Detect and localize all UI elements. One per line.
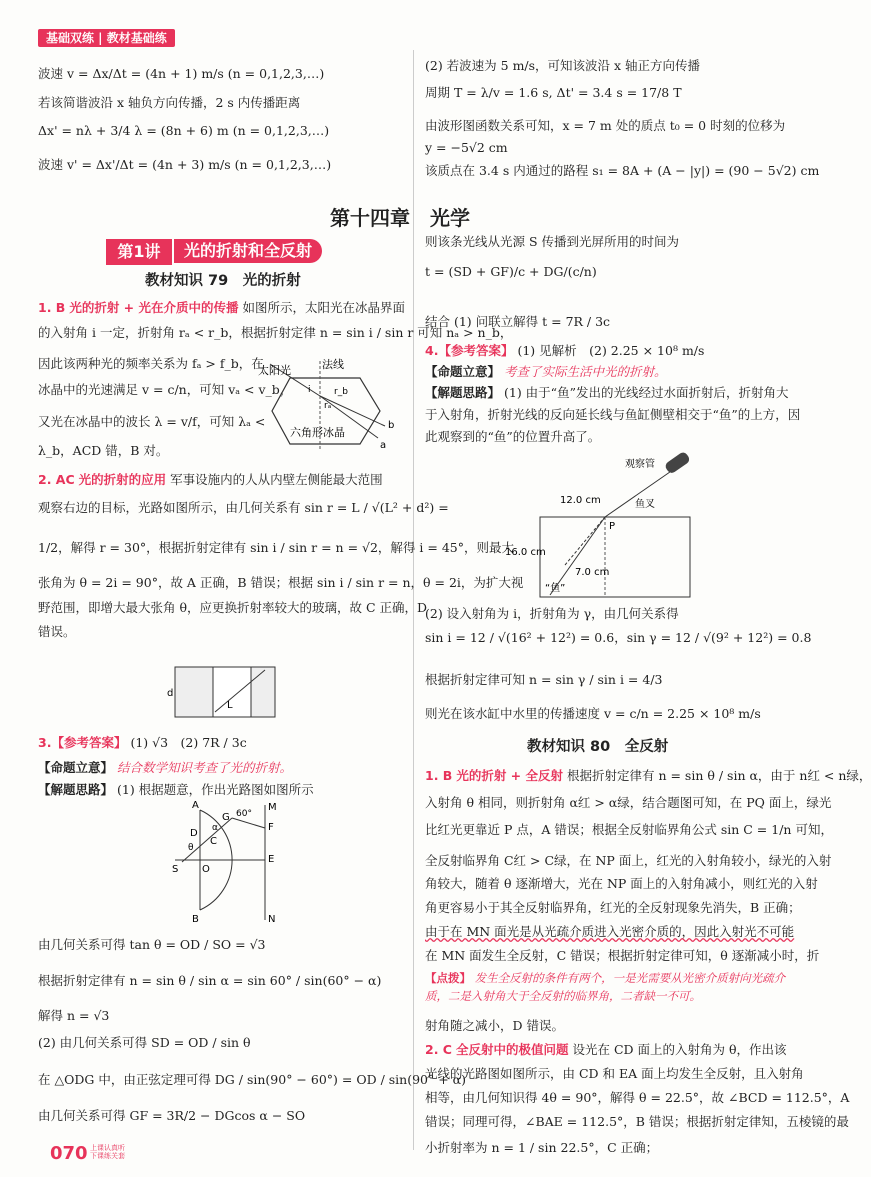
text-line: 该质点在 3.4 s 内通过的路程 s₁ = 8A + (A − |y|) = (90 − 5√2) cm: [425, 163, 820, 178]
answer-tag: 4.【参考答案】: [425, 343, 514, 358]
text-line: 光线的光路图如图所示，由 CD 和 EA 面上均发生全反射，且入射角: [425, 1066, 804, 1081]
text-line: 小折射率为 n = 1 / sin 22.5°，C 正确；: [425, 1140, 659, 1155]
figure-label: d: [167, 688, 174, 699]
text-line: 因此该两种光的频率关系为 fₐ > f_b，在: [38, 356, 264, 371]
answer-tag: 3.【参考答案】: [38, 735, 127, 750]
text-line: 如图所示，太阳光在冰晶界面: [242, 300, 405, 315]
figure-label: 12.0 cm: [560, 495, 601, 506]
text-line: 野范围，即增大最大张角 θ，应更换折射率较大的玻璃，故 C 正确，D: [38, 600, 428, 615]
text-line: 在 MN 面发生全反射，C 错误；根据折射定律可知，θ 逐渐减小时，折: [425, 948, 820, 963]
page-number: 070: [50, 1143, 88, 1164]
intent-tag: 【命题立意】: [425, 364, 501, 379]
figure-label: D: [190, 828, 198, 839]
text-line: 错误。: [38, 624, 76, 639]
answer-text: (1) 见解析 (2) 2.25 × 10⁸ m/s: [517, 343, 705, 358]
figure-label: 六角形冰晶: [290, 426, 345, 439]
lesson-title: 光的折射和全反射: [174, 239, 322, 263]
text-line: 根据折射定律可知 n = sin γ / sin i = 4/3: [425, 672, 663, 687]
text-line: 射角随之减小，D 错误。: [425, 1018, 564, 1033]
figure-label: b: [388, 420, 395, 431]
figure-label: E: [268, 854, 275, 865]
figure-label: a: [380, 440, 387, 451]
fish-tank-figure: [505, 455, 705, 605]
text-line: sin i = 12 / √(16² + 12²) = 0.6，sin γ = 12 / √(9² + 12²) = 0.8: [425, 630, 812, 645]
text-line: 又光在冰晶中的波长 λ = v/f，可知 λₐ <: [38, 414, 266, 429]
footer-slogan-line: 上课认真听: [90, 1144, 125, 1152]
chapter-title: 第十四章 光学: [330, 206, 470, 230]
text-line: 由几何关系可得 GF = 3R/2 − DGcos α − SO: [38, 1108, 306, 1123]
text-line: 周期 T = λ/v = 1.6 s, Δt' = 3.4 s = 17/8 T: [425, 85, 682, 100]
figure-label: r_b: [334, 387, 348, 397]
intent-text: 结合数学知识考查了光的折射。: [117, 760, 293, 775]
text-line: 此观察到的“鱼”的位置升高了。: [425, 429, 601, 444]
text-line: 设光在 CD 面上的入射角为 θ，作出该: [572, 1042, 787, 1057]
question-topic: 光的折射 + 全反射: [456, 768, 563, 783]
text-line: 若该简谐波沿 x 轴负方向传播，2 s 内传播距离: [38, 95, 301, 110]
semicircle-figure: [170, 800, 290, 925]
figure-label: P: [609, 521, 616, 532]
figure-label: 鱼叉: [635, 499, 655, 510]
lesson-number: 第1讲: [106, 239, 172, 265]
text-line: 于入射角，折射光线的反向延长线与鱼缸侧壁相交于“鱼”的上方，因: [425, 407, 801, 422]
text-line: (2) 设入射角为 i，折射角为 γ，由几何关系得: [425, 606, 679, 621]
question-topic: 全反射中的极值问题: [455, 1042, 569, 1057]
section-heading: 教材知识 79 光的折射: [145, 273, 301, 289]
intent-text: 考查了实际生活中光的折射。: [504, 364, 667, 379]
text-line: (1) 根据题意，作出光路图如图所示: [117, 782, 314, 797]
text-line: 根据折射定律有 n = sin θ / sin α，由于 n红 < n绿，: [566, 768, 871, 783]
figure-label: B: [192, 914, 199, 925]
ice-crystal-figure: [250, 356, 410, 456]
text-line: 错误；同理可得，∠BAE = 112.5°，B 错误；根据折射定律知，五棱镜的最: [425, 1114, 849, 1129]
figure-label: L: [227, 700, 233, 711]
text-line: 军事设施内的人从内壁左侧能最大范围: [170, 472, 383, 487]
text-line: 结合 (1) 问联立解得 t = 7R / 3c: [425, 314, 611, 329]
question-number: 2. C: [425, 1042, 452, 1057]
footer-slogan-line: 下课练关套: [90, 1152, 125, 1160]
text-line: 的入射角 i 一定，折射角 rₐ < r_b，根据折射定律 n = sin i / sin r 可知 nₐ > n_b，: [38, 325, 513, 340]
text-line: 则光在该水缸中水里的传播速度 v = c/n = 2.25 × 10⁸ m/s: [425, 706, 761, 721]
figure-label: 16.0 cm: [505, 547, 546, 558]
text-line: 1/2，解得 r = 30°，根据折射定律有 sin i / sin r = n = √2，解得 i = 45°，则最大: [38, 540, 514, 555]
figure-label: 法线: [322, 358, 344, 371]
text-line: 张角为 θ = 2i = 90°，故 A 正确，B 错误；根据 sin i / sin r = n，θ = 2i，为扩大视: [38, 575, 524, 590]
question-number: 2. AC: [38, 472, 75, 487]
text-line: 由几何关系可得 tan θ = OD / SO = √3: [38, 937, 266, 952]
question-number: 1. B: [38, 300, 66, 315]
footer-slogan: [90, 1144, 125, 1160]
text-line: λ_b，ACD 错，B 对。: [38, 443, 169, 458]
figure-label: A: [192, 800, 199, 811]
figure-label: “鱼”: [545, 583, 566, 594]
question-number: 1. B: [425, 768, 453, 783]
text-line: 观察右边的目标，光路如图所示，由几何关系有 sin r = L / √(L² + d²) =: [38, 500, 449, 515]
text-line: 比红光更靠近 P 点，A 错误；根据全反射临界角公式 sin C = 1/n 可知，: [425, 822, 833, 837]
intent-tag: 【命题立意】: [38, 760, 114, 775]
figure-label: i: [308, 385, 311, 395]
figure-label: α: [212, 823, 218, 833]
answer-text: (1) √3 (2) 7R / 3c: [130, 735, 247, 750]
figure-label: M: [268, 802, 277, 813]
point-tag: 【点拨】: [425, 971, 471, 985]
text-line: y = −5√2 cm: [425, 140, 508, 155]
text-line: (2) 若波速为 5 m/s，可知该波沿 x 轴正方向传播: [425, 58, 701, 73]
point-text: 发生全反射的条件有两个，一是光需要从光密介质射向光疏介质，二是入射角大于全反射的临界角，二者缺一不可。: [425, 971, 786, 1003]
text-line: 全反射临界角 C红 > C绿，在 NP 面上，红光的入射角较小，绿光的入射: [425, 853, 832, 868]
figure-label: G: [222, 812, 230, 823]
figure-label: 太阳光: [258, 364, 291, 377]
text-line: 入射角 θ 相同，则折射角 α红 > α绿，结合题图可知，在 PQ 面上，绿光: [425, 795, 832, 810]
figure-label: N: [268, 914, 276, 925]
text-line: 解得 n = √3: [38, 1008, 110, 1023]
figure-label: rₐ: [324, 401, 332, 411]
text-line: 根据折射定律有 n = sin θ / sin α = sin 60° / sin(60° − α): [38, 973, 382, 988]
text-line: 由波形图函数关系可知，x = 7 m 处的质点 t₀ = 0 时刻的位移为: [425, 118, 786, 133]
text-line: 冰晶中的光速满足 v = c/n，可知 vₐ < v_b，: [38, 382, 293, 397]
glass-window-figure: [165, 662, 285, 722]
text-line: 角较大，随着 θ 逐渐增大，光在 NP 面上的入射角减小，则红光的入射: [425, 876, 818, 891]
text-line: (1) 由于“鱼”发出的光线经过水面折射后，折射角大: [504, 385, 789, 400]
lesson-banner: [106, 239, 406, 265]
section-badge: 基础双练 | 教材基础练: [38, 29, 175, 47]
figure-label: 7.0 cm: [575, 567, 610, 578]
text-line: 波速 v' = Δx'/Δt = (4n + 3) m/s (n = 0,1,2,3,…): [38, 157, 332, 172]
text-line: (2) 由几何关系可得 SD = OD / sin θ: [38, 1035, 251, 1050]
text-line: t = (SD + GF)/c + DG/(c/n): [425, 264, 597, 279]
figure-label: O: [202, 864, 210, 875]
question-topic: 光的折射的应用: [78, 472, 167, 487]
figure-label: 观察管: [625, 459, 655, 470]
figure-label: C: [210, 836, 217, 847]
section-heading: 教材知识 80 全反射: [527, 739, 669, 755]
text-line: 在 △ODG 中，由正弦定理可得 DG / sin(90° − 60°) = OD / sin(90° + α): [38, 1072, 466, 1087]
text-line: 由于在 MN 面光是从光疏介质进入光密介质的，因此入射光不可能: [425, 924, 795, 939]
text-line: 角更容易小于其全反射临界角，红光的全反射现象先消失，B 正确；: [425, 900, 801, 915]
figure-label: 60°: [236, 809, 252, 819]
figure-label: F: [268, 822, 274, 833]
figure-label: θ: [188, 843, 194, 853]
think-tag: 【解题思路】: [425, 385, 501, 400]
text-line: 相等，由几何知识得 4θ = 90°，解得 θ = 22.5°，故 ∠BCD = 112.5°，A: [425, 1090, 850, 1105]
think-tag: 【解题思路】: [38, 782, 114, 797]
text-line: Δx' = nλ + 3/4 λ = (8n + 6) m (n = 0,1,2,3,…): [38, 123, 330, 138]
text-line: 则该条光线从光源 S 传播到光屏所用的时间为: [425, 234, 680, 249]
text-line: 波速 v = Δx/Δt = (4n + 1) m/s (n = 0,1,2,3,…): [38, 66, 325, 81]
question-topic: 光的折射 + 光在介质中的传播: [69, 300, 239, 315]
figure-label: S: [172, 864, 179, 875]
